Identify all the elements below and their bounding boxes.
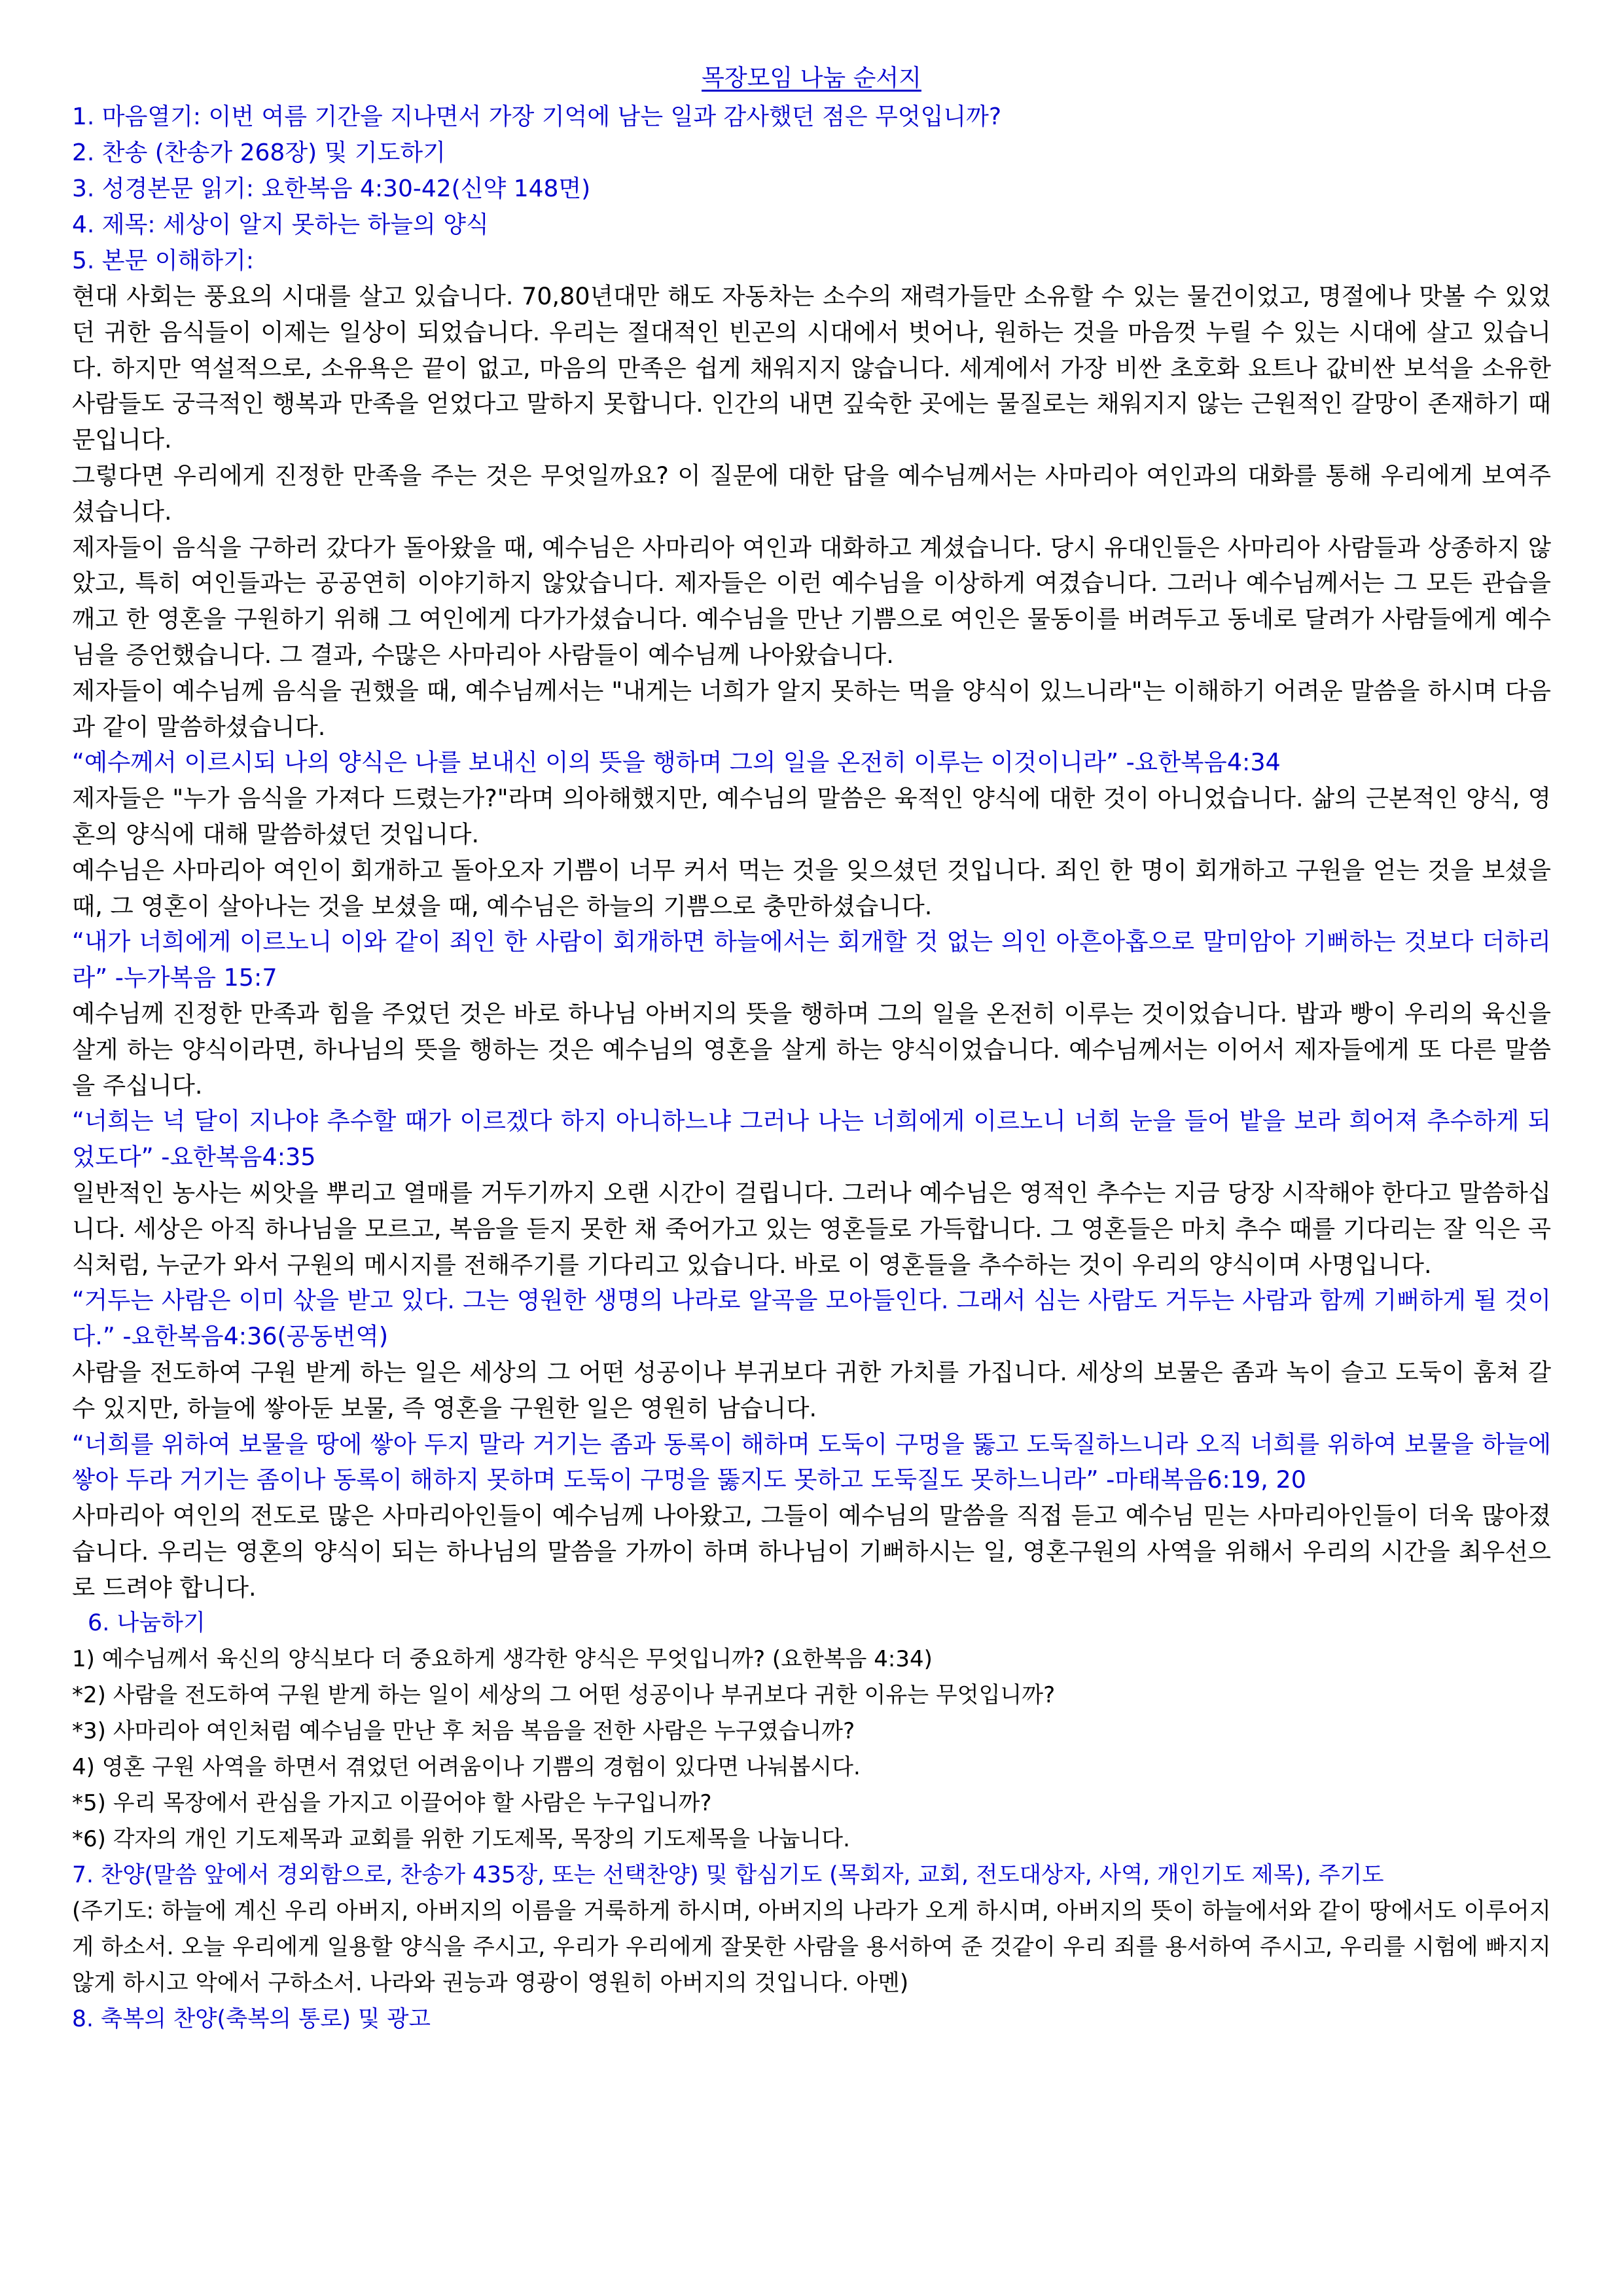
sermon-body bbox=[72, 279, 1551, 1605]
item-3-reading: 3. 성경본문 읽기: 요한복음 4:30-42(신약 148면) bbox=[72, 175, 591, 202]
item-6-sharing-heading: 6. 나눔하기 bbox=[88, 1610, 205, 1637]
body-paragraph: 예수님께 진정한 만족과 힘을 주었던 것은 바로 하나님 아버지의 뜻을 행하며 그의 일을 온전히 이루는 것이었습니다. 밥과 빵이 우리의 육신을 살게 하는 양식이라면, 하나님의 뜻을 행하는 것은 예수님의 영혼을 살게 하는 양식이었습니다. 예수님께서는 이어서 제자들에게 또 다른 말씀을 주십니다. bbox=[72, 999, 1551, 1100]
body-paragraph: 사람을 전도하여 구원 받게 하는 일은 세상의 그 어떤 성공이나 부귀보다 귀한 가치를 가집니다. 세상의 보물은 좀과 녹이 슬고 도둑이 훔쳐 갈 수 있지만, 하늘에 쌓아둔 보물, 즉 영혼을 구원한 일은 영원히 남습니다. bbox=[72, 1357, 1551, 1422]
body-paragraph: 예수님은 사마리아 여인이 회개하고 돌아오자 기쁨이 너무 커서 먹는 것을 잊으셨던 것입니다. 죄인 한 명이 회개하고 구원을 얻는 것을 보셨을 때, 그 영혼이 살아나는 것을 보셨을 때, 예수님은 하늘의 기쁨으로 충만하셨습니다. bbox=[72, 855, 1551, 920]
item-7-praise-prayer: 7. 찬양(말씀 앞에서 경외함으로, 찬송가 435장, 또는 선택찬양) 및 합심기도 (목회자, 교회, 전도대상자, 사역, 개인기도 제목), 주기도 bbox=[72, 1862, 1384, 1889]
item-2-hymn: 2. 찬송 (찬송가 268장) 및 기도하기 bbox=[72, 139, 446, 166]
document-title: 목장모임 나눔 순서지 bbox=[702, 65, 921, 92]
item-4-topic: 4. 제목: 세상이 알지 못하는 하늘의 양식 bbox=[72, 211, 489, 238]
body-paragraph: 그렇다면 우리에게 진정한 만족을 주는 것은 무엇일까요? 이 질문에 대한 답을 예수님께서는 사마리아 여인과의 대화를 통해 우리에게 보여주셨습니다. bbox=[72, 461, 1551, 526]
sharing-question: *2) 사람을 전도하여 구원 받게 하는 일이 세상의 그 어떤 성공이나 부귀보다 귀한 이유는 무엇입니까? bbox=[72, 1682, 1056, 1709]
sharing-question: *6) 각자의 개인 기도제목과 교회를 위한 기도제목, 목장의 기도제목을 나눕니다. bbox=[72, 1826, 850, 1853]
sharing-question: *3) 사마리아 여인처럼 예수님을 만난 후 처음 복음을 전한 사람은 누구였습니까? bbox=[72, 1718, 855, 1745]
body-paragraph: 현대 사회는 풍요의 시대를 살고 있습니다. 70,80년대만 해도 자동차는 소수의 재력가들만 소유할 수 있는 물건이었고, 명절에나 맛볼 수 있었던 귀한 음식들이 이제는 일상이 되었습니다. 우리는 절대적인 빈곤의 시대에서 벗어나, 원하는 것을 마음껏 누릴 수 있는 시대에 살고 있습니다. 하지만 역설적으로, 소유욕은 끝이 없고, 마음의 만족은 쉽게 채워지지 않습니다. 세계에서 가장 비싼 초호화 요트나 값비싼 보석을 소유한 사람들도 궁극적인 행복과 만족을 얻었다고 말하지 못합니다. 인간의 내면 깊숙한 곳에는 물질로는 채워지지 않는 근원적인 갈망이 존재하기 때문입니다. bbox=[72, 282, 1551, 454]
scripture-quote: “예수께서 이르시되 나의 양식은 나를 보내신 이의 뜻을 행하며 그의 일을 온전히 이루는 이것이니라” -요한복음4:34 bbox=[72, 748, 1281, 777]
item-5-understanding: 5. 본문 이해하기: bbox=[72, 247, 255, 274]
body-paragraph: 제자들이 음식을 구하러 갔다가 돌아왔을 때, 예수님은 사마리아 여인과 대화하고 계셨습니다. 당시 유대인들은 사마리아 사람들과 상종하지 않았고, 특히 여인들과는 공공연히 이야기하지 않았습니다. 제자들은 이런 예수님을 이상하게 여겼습니다. 그러나 예수님께서는 그 모든 관습을 깨고 한 영혼을 구원하기 위해 그 여인에게 다가가셨습니다. 예수님을 만난 기쁨으로 여인은 물동이를 버려두고 동네로 달려가 사람들에게 예수님을 증언했습니다. 그 결과, 수많은 사마리아 사람들이 예수님께 나아왔습니다. bbox=[72, 533, 1551, 669]
body-paragraph: 제자들이 예수님께 음식을 권했을 때, 예수님께서는 "내게는 너희가 알지 못하는 먹을 양식이 있느니라"는 이해하기 어려운 말씀을 하시며 다음과 같이 말씀하셨습니다. bbox=[72, 676, 1551, 741]
body-paragraph: 제자들은 "누가 음식을 가져다 드렸는가?"라며 의아해했지만, 예수님의 말씀은 육적인 양식에 대한 것이 아니었습니다. 삶의 근본적인 양식, 영혼의 양식에 대해 말씀하셨던 것입니다. bbox=[72, 784, 1551, 848]
scripture-quote: “너희는 넉 달이 지나야 추수할 때가 이르겠다 하지 아니하느냐 그러나 나는 너희에게 이르노니 너희 눈을 들어 밭을 보라 희어져 추수하게 되었도다” -요한복음4:35 bbox=[72, 1107, 1551, 1172]
sharing-question: *5) 우리 목장에서 관심을 가지고 이끌어야 할 사람은 누구입니까? bbox=[72, 1790, 712, 1817]
scripture-quote: “거두는 사람은 이미 삯을 받고 있다. 그는 영원한 생명의 나라로 알곡을 모아들인다. 그래서 심는 사람도 거두는 사람과 함께 기뻐하게 될 것이다.” -요한복음4:36(공동번역) bbox=[72, 1286, 1551, 1351]
body-paragraph: 사마리아 여인의 전도로 많은 사마리아인들이 예수님께 나아왔고, 그들이 예수님의 말씀을 직접 듣고 예수님 믿는 사마리아인들이 더욱 많아졌습니다. 우리는 영혼의 양식이 되는 하나님의 말씀을 가까이 하며 하나님이 기뻐하시는 일, 영혼구원의 사역을 위해서 우리의 시간을 최우선으로 드려야 합니다. bbox=[72, 1501, 1551, 1602]
sharing-question: 4) 영혼 구원 사역을 하면서 겪었던 어려움이나 기쁨의 경험이 있다면 나눠봅시다. bbox=[72, 1754, 861, 1781]
item-1-opening: 1. 마음열기: 이번 여름 기간을 지나면서 가장 기억에 남는 일과 감사했던 점은 무엇입니까? bbox=[72, 103, 1002, 130]
item-8-blessing: 8. 축복의 찬양(축복의 통로) 및 광고 bbox=[72, 2006, 431, 2033]
lords-prayer: (주기도: 하늘에 계신 우리 아버지, 아버지의 이름을 거룩하게 하시며, 아버지의 나라가 오게 하시며, 아버지의 뜻이 하늘에서와 같이 땅에서도 이루어지게 하소서. 오늘 우리에게 일용할 양식을 주시고, 우리가 우리에게 잘못한 사람을 용서하여 준 것같이 우리 죄를 용서하여 주시고, 우리를 시험에 빠지지 않게 하시고 악에서 구하소서. 나라와 권능과 영광이 영원히 아버지의 것입니다. 아멘) bbox=[72, 1898, 1551, 1997]
order-items bbox=[72, 99, 1551, 279]
scripture-quote: “너희를 위하여 보물을 땅에 쌓아 두지 말라 거기는 좀과 동록이 해하며 도둑이 구멍을 뚫고 도둑질하느니라 오직 너희를 위하여 보물을 하늘에 쌓아 두라 거기는 좀이나 동록이 해하지 못하며 도둑이 구멍을 뚫지도 못하고 도둑질도 못하느니라” -마태복음6:19, 20 bbox=[72, 1429, 1551, 1494]
body-paragraph: 일반적인 농사는 씨앗을 뿌리고 열매를 거두기까지 오랜 시간이 걸립니다. 그러나 예수님은 영적인 추수는 지금 당장 시작해야 한다고 말씀하십니다. 세상은 아직 하나님을 모르고, 복음을 듣지 못한 채 죽어가고 있는 영혼들로 가득합니다. 그 영혼들은 마치 추수 때를 기다리는 잘 익은 곡식처럼, 누군가 와서 구원의 메시지를 전해주기를 기다리고 있습니다. 바로 이 영혼들을 추수하는 것이 우리의 양식이며 사명입니다. bbox=[72, 1178, 1551, 1279]
sharing-questions bbox=[72, 1641, 1551, 1857]
scripture-quote: “내가 너희에게 이르노니 이와 같이 죄인 한 사람이 회개하면 하늘에서는 회개할 것 없는 의인 아흔아홉으로 말미암아 기뻐하는 것보다 더하리라” -누가복음 15:7 bbox=[72, 927, 1551, 992]
sharing-question: 1) 예수님께서 육신의 양식보다 더 중요하게 생각한 양식은 무엇입니까? (요한복음 4:34) bbox=[72, 1646, 933, 1673]
